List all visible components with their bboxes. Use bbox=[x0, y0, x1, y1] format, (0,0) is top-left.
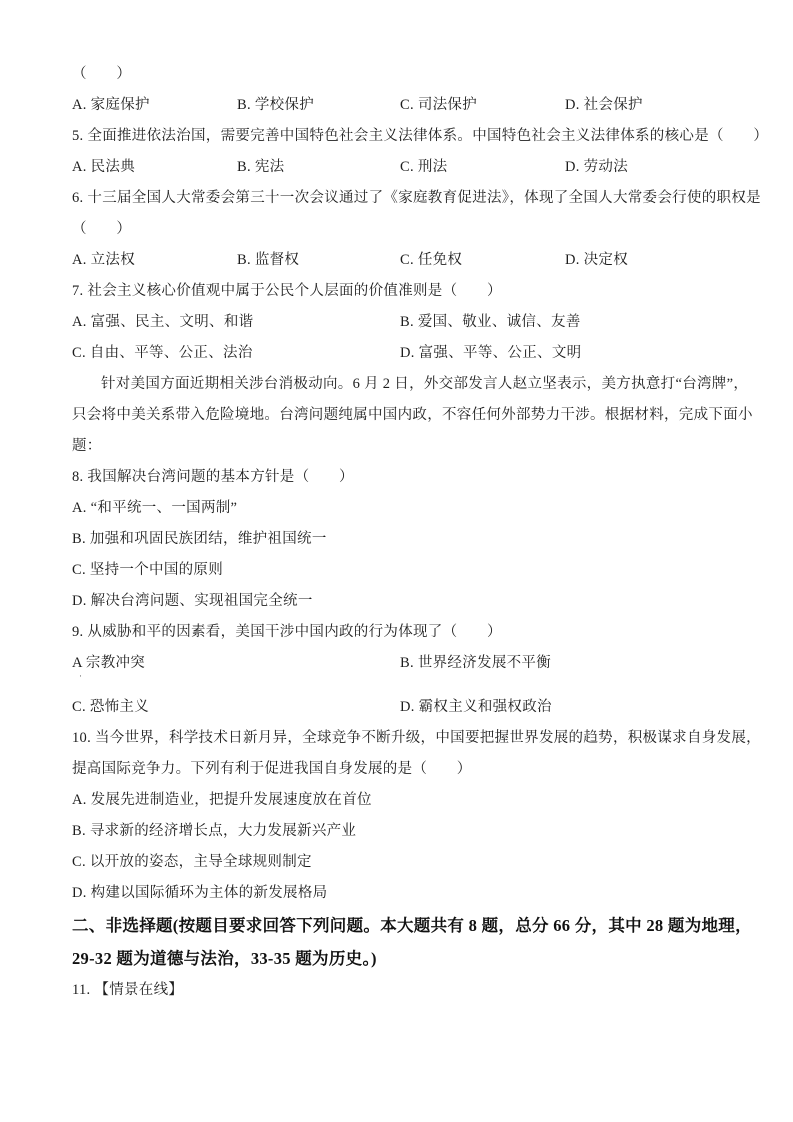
question-10-option-b bbox=[72, 814, 763, 845]
option-d: D. 劳动法 bbox=[565, 159, 629, 175]
option-a: A. 发展先进制造业，把提升发展速度放在首位 bbox=[72, 792, 372, 808]
option-c: C. 任免权 bbox=[400, 252, 463, 268]
question-stem-text: 提高国际竞争力。下列有利于促进我国自身发展的是（ ） bbox=[72, 761, 472, 777]
answer-bracket: （ ） bbox=[72, 66, 132, 82]
option-d: D. 决定权 bbox=[565, 252, 629, 268]
material-paragraph-line3 bbox=[72, 429, 763, 460]
question-8-option-d bbox=[72, 584, 763, 615]
section-header-text: 29-32 题为道德与法治，33-35 题为历史。) bbox=[72, 948, 377, 968]
option-b: B. 寻求新的经济增长点，大力发展新兴产业 bbox=[72, 823, 357, 839]
option-b: B. 宪法 bbox=[237, 159, 285, 175]
option-a: A. 家庭保护 bbox=[72, 97, 150, 113]
question-9-options-row1 bbox=[72, 646, 763, 681]
material-text: 只会将中美关系带入危险境地。台湾问题纯属中国内政，不容任何外部势力干涉。根据材料，完成下面小 bbox=[72, 407, 753, 423]
question-7-options-row2 bbox=[72, 336, 763, 367]
option-d: D. 构建以国际循环为主体的新发展格局 bbox=[72, 885, 328, 901]
option-d: D. 富强、平等、公正、文明 bbox=[400, 345, 582, 361]
option-b: B. 世界经济发展不平衡 bbox=[400, 655, 552, 671]
question-8-stem bbox=[72, 460, 763, 491]
question-stem-text: 8. 我国解决台湾问题的基本方针是（ ） bbox=[72, 469, 354, 485]
option-a: A. 富强、民主、文明、和谐 bbox=[72, 314, 254, 330]
option-c: C. 刑法 bbox=[400, 159, 448, 175]
option-b: B. 加强和巩固民族团结，维护祖国统一 bbox=[72, 531, 327, 547]
section-2-header-line1 bbox=[72, 907, 763, 940]
question-10-option-a bbox=[72, 783, 763, 814]
question-stem-text: 5. 全面推进依法治国，需要完善中国特色社会主义法律体系。中国特色社会主义法律体系的核心是（ ） bbox=[72, 128, 769, 144]
question-stem-text: 10. 当今世界，科学技术日新月异，全球竞争不断升级，中国要把握世界发展的趋势，积极谋求自身发展， bbox=[72, 730, 761, 746]
question-10-stem-line2 bbox=[72, 752, 763, 783]
question-5-stem bbox=[72, 119, 769, 150]
question-9-options-row2 bbox=[72, 690, 763, 721]
question-stem-text: 7. 社会主义核心价值观中属于公民个人层面的价值准则是（ ） bbox=[72, 283, 502, 299]
question-5-options bbox=[72, 150, 763, 181]
option-a: A. 民法典 bbox=[72, 159, 136, 175]
option-b: B. 学校保护 bbox=[237, 97, 315, 113]
option-c: C. 以开放的姿态，主导全球规则制定 bbox=[72, 854, 312, 870]
question-8-option-c bbox=[72, 553, 763, 584]
material-paragraph-line2 bbox=[72, 398, 763, 429]
option-a: A 宗教冲突 bbox=[72, 655, 146, 671]
answer-bracket: （ ） bbox=[72, 221, 132, 237]
question-9-stem bbox=[72, 615, 763, 646]
option-a: A. “和平统一、一国两制” bbox=[72, 500, 238, 516]
section-header-text: 二、非选择题(按题目要求回答下列问题。本大题共有 8 题，总分 66 分，其中 28 题为地理， bbox=[72, 915, 752, 935]
question-stem-text: 9. 从威胁和平的因素看，美国干涉中国内政的行为体现了（ ） bbox=[72, 624, 502, 640]
question-10-stem-line1 bbox=[72, 721, 763, 752]
material-text: 针对美国方面近期相关涉台消极动向。6 月 2 日，外交部发言人赵立坚表示，美方执意打“台湾牌”， bbox=[101, 376, 749, 392]
material-paragraph-line1 bbox=[72, 367, 763, 398]
option-c: C. 恐怖主义 bbox=[72, 699, 150, 715]
option-c: C. 坚持一个中国的原则 bbox=[72, 562, 224, 578]
material-text: 题： bbox=[72, 438, 102, 454]
option-b: B. 爱国、敬业、诚信、友善 bbox=[400, 314, 581, 330]
option-c: C. 司法保护 bbox=[400, 97, 478, 113]
stray-punctuation-mark: · bbox=[79, 671, 83, 681]
question-8-option-b bbox=[72, 522, 763, 553]
question-6-stem bbox=[72, 181, 763, 212]
question-4-options bbox=[72, 88, 763, 119]
option-b: B. 监督权 bbox=[237, 252, 300, 268]
question-11-label bbox=[72, 973, 763, 1004]
question-stem-text: 6. 十三届全国人大常委会第三十一次会议通过了《家庭教育促进法》，体现了全国人大常委会行使的职权是 bbox=[72, 190, 761, 206]
question-8-option-a bbox=[72, 491, 763, 522]
question-6-options bbox=[72, 243, 763, 274]
option-a: A. 立法权 bbox=[72, 252, 136, 268]
question-10-option-d bbox=[72, 876, 763, 907]
question-7-stem bbox=[72, 274, 763, 305]
question-6-bracket bbox=[72, 212, 763, 243]
option-d: D. 霸权主义和强权政治 bbox=[400, 699, 552, 715]
option-c: C. 自由、平等、公正、法治 bbox=[72, 345, 253, 361]
option-d: D. 解决台湾问题、实现祖国完全统一 bbox=[72, 593, 313, 609]
question-label-text: 11. 【情景在线】 bbox=[72, 982, 184, 998]
option-d: D. 社会保护 bbox=[565, 97, 643, 113]
question-4-bracket bbox=[72, 57, 763, 88]
question-10-option-c bbox=[72, 845, 763, 876]
question-7-options-row1 bbox=[72, 305, 763, 336]
section-2-header-line2 bbox=[72, 940, 763, 973]
